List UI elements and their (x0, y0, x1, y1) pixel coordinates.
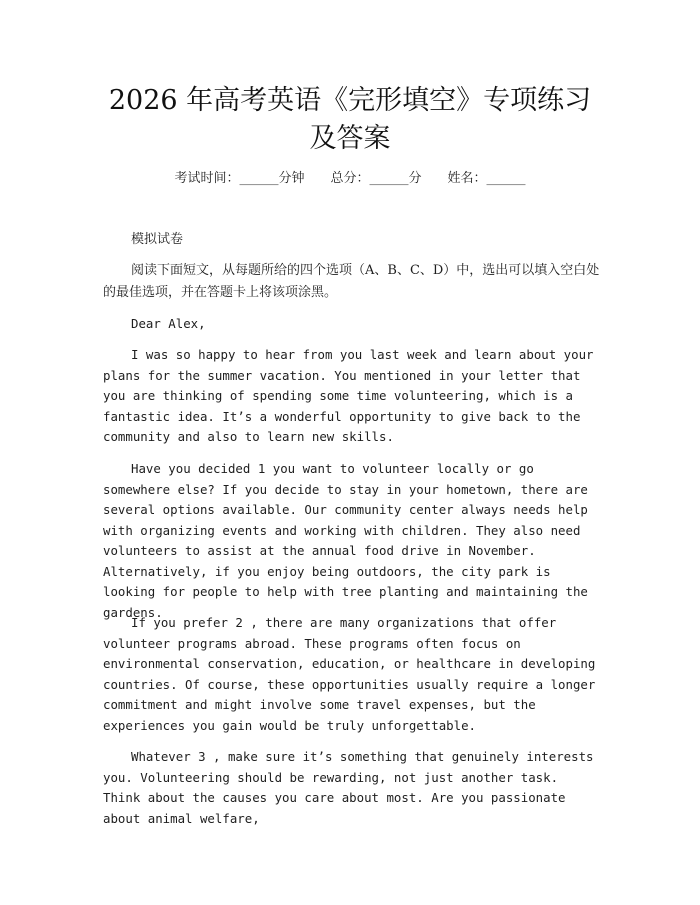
letter-paragraph-1: I was so happy to hear from you last week and learn about your plans for the summer vacation. You mentioned in your letter that you are thinking of spending some time volunteering, which is a fantastic idea. It’s a wonderful opportunity to give back to the community and also to learn new skills. (103, 347, 594, 444)
exam-time-field: 考试时间：______分钟 (174, 171, 305, 186)
letter-salutation: Dear Alex, (131, 316, 206, 331)
letter-paragraph-3: If you prefer 2 , there are many organizations that offer volunteer programs abroad. These programs often focus on environmental conservation, education, or healthcare in developing countries. Of course, these opportunities usually require a longer commitment and might involve some travel expenses, but the experiences you gain would be truly unforgettable. (103, 615, 596, 733)
letter-paragraph-4: Whatever 3 , make sure it’s something that genuinely interests you. Volunteering should be rewarding, not just another task. Think about the causes you care about most. Are you passionate about animal welfare, (103, 749, 594, 826)
exam-meta (0, 167, 700, 186)
letter-paragraph-2: Have you decided 1 you want to volunteer locally or go somewhere else? If you decide to stay in your hometown, there are several options available. Our community center always needs help with organizing events and working with children. They also need volunteers to assist at the annual food drive in November. Alternatively, if you enjoy being outdoors, the city park is looking for people to help with tree planting and maintaining the gardens. (103, 461, 588, 620)
total-score-field: 总分：______分 (330, 171, 422, 186)
student-name-field: 姓名：______ (447, 171, 526, 186)
instructions: 阅读下面短文，从每题所给的四个选项（A、B、C、D）中，选出可以填入空白处的最佳选项，并在答题卡上将该项涂黑。 (103, 263, 600, 300)
section-heading: 模拟试卷 (131, 232, 184, 247)
document-title: 2026 年高考英语《完形填空》专项练习及答案 (108, 85, 592, 154)
